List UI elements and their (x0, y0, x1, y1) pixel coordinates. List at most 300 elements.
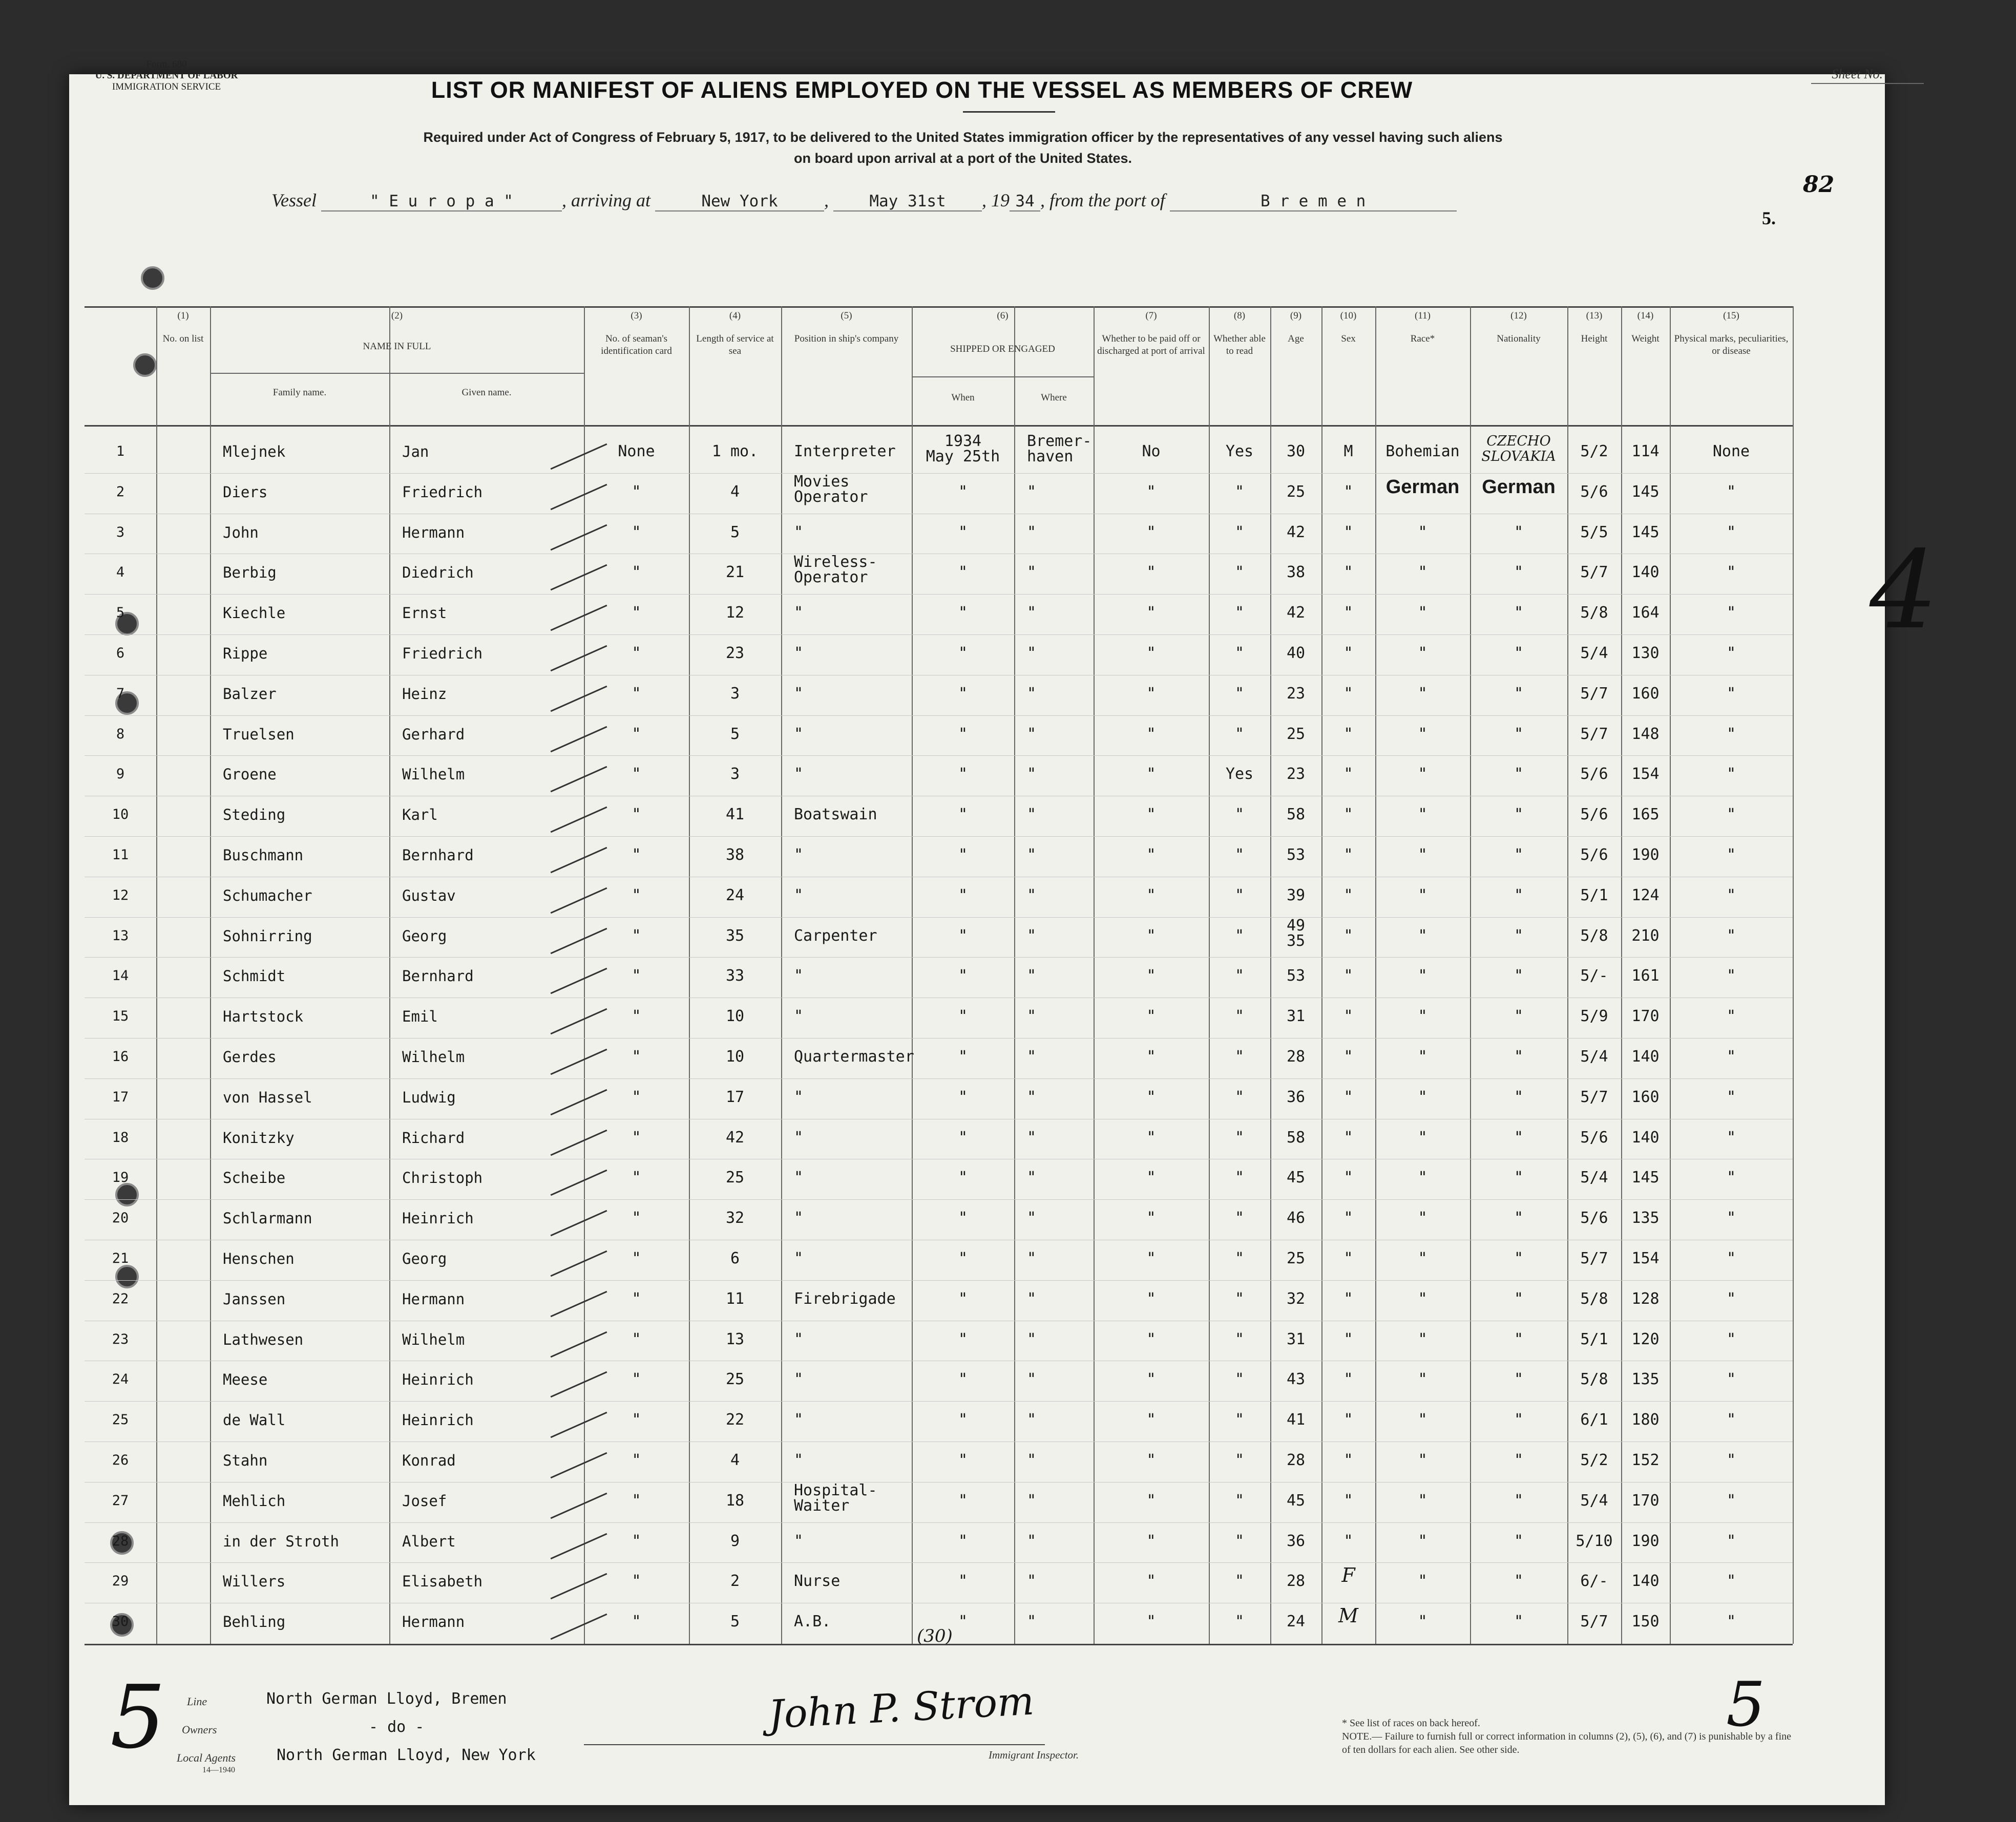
weight: 148 (1631, 725, 1660, 743)
sex: " (1343, 1491, 1353, 1510)
physical-marks: " (1726, 1330, 1736, 1348)
shipped-when: " (958, 644, 968, 662)
nationality: CZECHO SLOVAKIA (1481, 433, 1556, 464)
nationality: " (1514, 604, 1524, 622)
race: " (1418, 1572, 1427, 1591)
service-length: 17 (725, 1088, 745, 1106)
position: " (794, 1532, 804, 1550)
total-count: (30) (917, 1626, 953, 1646)
subcolumn-label: Given name. (461, 387, 512, 398)
weight: 135 (1631, 1209, 1660, 1227)
given-name: Heinrich (402, 1210, 474, 1227)
paid-off: " (1146, 765, 1156, 783)
nationality: " (1514, 926, 1524, 945)
height: 5/6 (1580, 765, 1608, 783)
age: 28 (1286, 1451, 1306, 1469)
paid-off: " (1146, 1613, 1156, 1631)
able-to-read: " (1234, 806, 1245, 824)
able-to-read: " (1234, 604, 1245, 622)
subheader-rule (210, 373, 584, 374)
shipped-where: " (1027, 1491, 1037, 1510)
id-card: " (632, 1613, 641, 1631)
family-name: Steding (223, 806, 286, 824)
sex: F (1341, 1564, 1355, 1587)
race: " (1418, 1209, 1427, 1227)
given-name: Heinrich (402, 1371, 474, 1389)
family-name: Sohnirring (223, 927, 312, 945)
position: Hospital- Waiter (794, 1481, 877, 1515)
shipped-where: " (1027, 1169, 1037, 1187)
shipped-when: " (958, 806, 968, 824)
paid-off: " (1146, 1249, 1156, 1267)
position: " (794, 725, 804, 743)
column-rule (1793, 306, 1794, 1644)
family-name: Groene (223, 766, 277, 783)
shipped-when: " (958, 1209, 968, 1227)
form-number: Form. 680 (146, 59, 187, 70)
given-name: Emil (402, 1008, 438, 1026)
id-card: " (632, 765, 641, 783)
column-rule (389, 306, 390, 1644)
family-name: von Hassel (223, 1088, 312, 1106)
shipped-when: " (958, 1411, 968, 1429)
shipped-where: " (1027, 1088, 1037, 1106)
physical-marks: " (1726, 1491, 1736, 1510)
shipped-where: " (1027, 1451, 1037, 1469)
age: 31 (1286, 1007, 1306, 1026)
service: IMMIGRATION SERVICE (112, 81, 221, 92)
height: 5/7 (1580, 1088, 1608, 1106)
paid-off: " (1146, 1330, 1156, 1348)
given-name: Richard (402, 1129, 465, 1147)
nationality: " (1514, 1128, 1524, 1147)
vessel-label: Vessel (271, 190, 317, 210)
race: " (1418, 1007, 1427, 1026)
race: " (1418, 967, 1427, 985)
height: 5/7 (1580, 725, 1608, 743)
age: 28 (1286, 1572, 1306, 1591)
paid-off: " (1146, 1088, 1156, 1106)
service-length: 5 (730, 725, 740, 743)
physical-marks: " (1726, 1572, 1736, 1591)
row-number: 24 (112, 1371, 129, 1388)
page-title: LIST OR MANIFEST OF ALIENS EMPLOYED ON THE VESSEL AS MEMBERS OF CREW (431, 77, 1413, 103)
physical-marks: " (1726, 1128, 1736, 1147)
able-to-read: Yes (1225, 765, 1254, 783)
race: " (1418, 725, 1427, 743)
position: " (794, 1370, 804, 1389)
sex: " (1343, 1451, 1353, 1469)
age: 24 (1286, 1613, 1306, 1631)
weight: 170 (1631, 1007, 1660, 1026)
row-number: 20 (112, 1210, 129, 1226)
paid-off: " (1146, 967, 1156, 985)
nationality: " (1514, 765, 1524, 783)
binder-hole (141, 266, 164, 290)
position: Quartermaster (794, 1048, 914, 1066)
arrival-date: May 31st (833, 192, 982, 211)
age: 53 (1286, 967, 1306, 985)
family-name: Diers (223, 483, 268, 501)
nationality: " (1514, 1572, 1524, 1591)
page-number-right: 5 (1726, 1669, 1766, 1741)
weight: 190 (1631, 846, 1660, 864)
weight: 145 (1631, 1169, 1660, 1187)
weight: 145 (1631, 482, 1660, 501)
family-name: Willers (223, 1573, 286, 1591)
height: 6/- (1580, 1572, 1608, 1591)
service-length: 9 (730, 1532, 740, 1550)
sex: " (1343, 1370, 1353, 1389)
shipped-where: " (1027, 806, 1037, 824)
row-rule (85, 957, 1793, 958)
nationality: " (1514, 846, 1524, 864)
physical-marks: " (1726, 1411, 1736, 1429)
position: " (794, 1007, 804, 1026)
weight: 130 (1631, 644, 1660, 662)
sex: " (1343, 482, 1353, 501)
weight: 165 (1631, 806, 1660, 824)
able-to-read: " (1234, 523, 1245, 541)
given-name: Jan (402, 443, 429, 460)
row-rule (85, 1522, 1793, 1523)
row-rule (85, 1078, 1793, 1079)
paid-off: No (1142, 442, 1161, 460)
service-length: 33 (725, 967, 745, 985)
shipped-where: " (1027, 1289, 1037, 1308)
sex: " (1343, 1169, 1353, 1187)
id-card: " (632, 684, 641, 703)
row-rule (85, 594, 1793, 595)
weight: 145 (1631, 523, 1660, 541)
service-length: 24 (725, 886, 745, 904)
column-number: (15) (1723, 310, 1739, 321)
shipped-when: " (958, 926, 968, 945)
shipped-when: 1934 May 25th (926, 432, 1000, 465)
physical-marks: " (1726, 886, 1736, 904)
height: 5/6 (1580, 846, 1608, 864)
race: " (1418, 1451, 1427, 1469)
age: 25 (1286, 725, 1306, 743)
race: " (1418, 1330, 1427, 1348)
id-card: " (632, 1330, 641, 1348)
physical-marks: " (1726, 926, 1736, 945)
position: " (794, 1330, 804, 1348)
given-name: Gerhard (402, 725, 465, 743)
sex: " (1343, 1330, 1353, 1348)
age: 25 (1286, 1249, 1306, 1267)
id-card: " (632, 926, 641, 945)
shipped-when: " (958, 765, 968, 783)
id-card: " (632, 886, 641, 904)
row-number: 26 (112, 1452, 129, 1468)
height: 5/- (1580, 967, 1608, 985)
physical-marks: " (1726, 523, 1736, 541)
race: " (1418, 765, 1427, 783)
given-name: Ludwig (402, 1088, 456, 1106)
given-name: Friedrich (402, 483, 483, 501)
arrival-year: 34 (1010, 192, 1040, 211)
age: 45 (1286, 1491, 1306, 1510)
paid-off: " (1146, 1289, 1156, 1308)
race: " (1418, 563, 1427, 582)
id-card: " (632, 1370, 641, 1389)
family-name: Mehlich (223, 1492, 286, 1510)
column-rule (1014, 306, 1015, 1644)
paid-off: " (1146, 523, 1156, 541)
age: 31 (1286, 1330, 1306, 1348)
position: " (794, 846, 804, 864)
nationality: " (1514, 1491, 1524, 1510)
column-number: (4) (729, 310, 741, 321)
sex: " (1343, 1048, 1353, 1066)
given-name: Diedrich (402, 564, 474, 582)
race: " (1418, 604, 1427, 622)
column-label: Race* (1410, 333, 1435, 344)
service-length: 3 (730, 765, 740, 783)
row-number: 27 (112, 1492, 129, 1509)
binder-hole (133, 353, 157, 377)
id-card: " (632, 1249, 641, 1267)
row-rule (85, 715, 1793, 716)
row-number: 4 (116, 564, 125, 581)
weight: 150 (1631, 1613, 1660, 1631)
subtitle (246, 127, 1680, 169)
signature-line (584, 1744, 1045, 1745)
family-name: Schumacher (223, 886, 312, 904)
sex: " (1343, 926, 1353, 945)
height: 5/6 (1580, 1209, 1608, 1227)
shipped-where: " (1027, 926, 1037, 945)
age: 23 (1286, 765, 1306, 783)
shipped-when: " (958, 1572, 968, 1591)
height: 5/7 (1580, 1613, 1608, 1631)
service-length: 10 (725, 1048, 745, 1066)
shipped-where: " (1027, 1209, 1037, 1227)
family-name: Kiechle (223, 604, 286, 622)
weight: 190 (1631, 1532, 1660, 1550)
weight: 154 (1631, 765, 1660, 783)
footnote-penalty: NOTE.— Failure to furnish full or correct information in columns (2), (5), (6), and (7) is punishable by a fine of ten dollars for each alien. See other side. (1342, 1731, 1792, 1755)
position: " (794, 604, 804, 622)
sex: " (1343, 846, 1353, 864)
row-rule (85, 836, 1793, 837)
age: 23 (1286, 684, 1306, 703)
row-number: 11 (112, 847, 129, 863)
able-to-read: " (1234, 725, 1245, 743)
column-number: (3) (631, 310, 642, 321)
able-to-read: " (1234, 1532, 1245, 1550)
column-number: (1) (177, 310, 189, 321)
sex: " (1343, 563, 1353, 582)
shipped-where: " (1027, 482, 1037, 501)
service-length: 35 (725, 926, 745, 945)
weight: 140 (1631, 1572, 1660, 1591)
given-name: Heinrich (402, 1411, 474, 1429)
shipped-where: " (1027, 1128, 1037, 1147)
id-card: " (632, 1532, 641, 1550)
arriving-label: , arriving at (561, 190, 650, 210)
height: 5/2 (1580, 1451, 1608, 1469)
nationality: " (1514, 644, 1524, 662)
able-to-read: " (1234, 1330, 1245, 1348)
family-name: Meese (223, 1371, 268, 1389)
weight: 140 (1631, 1128, 1660, 1147)
shipped-when: " (958, 1330, 968, 1348)
given-name: Bernhard (402, 846, 474, 864)
nationality: " (1514, 1289, 1524, 1308)
paid-off: " (1146, 926, 1156, 945)
nationality: " (1514, 1330, 1524, 1348)
nationality: German (1482, 476, 1556, 498)
height: 5/8 (1580, 1289, 1608, 1308)
weight: 161 (1631, 967, 1660, 985)
id-card: " (632, 523, 641, 541)
family-name: Buschmann (223, 846, 304, 864)
shipped-where: " (1027, 1048, 1037, 1066)
family-name: Scheibe (223, 1169, 286, 1187)
sex: M (1338, 1604, 1358, 1627)
paid-off: " (1146, 1370, 1156, 1389)
physical-marks: " (1726, 604, 1736, 622)
row-number: 21 (112, 1251, 129, 1266)
family-name: Rippe (223, 645, 268, 662)
weight: 114 (1631, 442, 1660, 460)
family-name: Stahn (223, 1452, 268, 1469)
able-to-read: " (1234, 482, 1245, 501)
sex: " (1343, 806, 1353, 824)
sex: " (1343, 1128, 1353, 1147)
position: " (794, 644, 804, 662)
sheet-number-line (1811, 83, 1924, 84)
physical-marks: " (1726, 725, 1736, 743)
physical-marks: " (1726, 765, 1736, 783)
service-length: 38 (725, 846, 745, 864)
height: 5/10 (1576, 1532, 1613, 1550)
nationality: " (1514, 806, 1524, 824)
row-rule (85, 1280, 1793, 1281)
age: 53 (1286, 846, 1306, 864)
row-number: 13 (112, 927, 129, 944)
age: 41 (1286, 1411, 1306, 1429)
shipped-where: " (1027, 1370, 1037, 1389)
paid-off: " (1146, 886, 1156, 904)
given-name: Georg (402, 927, 447, 945)
given-name: Christoph (402, 1169, 483, 1187)
subcolumn-label: When (951, 392, 975, 403)
column-number: (13) (1586, 310, 1603, 321)
service-length: 32 (725, 1209, 745, 1227)
physical-marks: " (1726, 1088, 1736, 1106)
shipped-when: " (958, 482, 968, 501)
shipped-where: " (1027, 604, 1037, 622)
physical-marks: " (1726, 1169, 1736, 1187)
nationality: " (1514, 1209, 1524, 1227)
family-name: Berbig (223, 564, 277, 582)
subcolumn-label: Family name. (272, 387, 327, 398)
height: 5/2 (1580, 442, 1608, 460)
row-number: 29 (112, 1573, 129, 1590)
paid-off: " (1146, 604, 1156, 622)
shipped-where: " (1027, 765, 1037, 783)
sex: M (1343, 442, 1353, 460)
column-label: Height (1581, 333, 1608, 344)
age: 25 (1286, 482, 1306, 501)
id-card: " (632, 1128, 641, 1147)
shipped-when: " (958, 1048, 968, 1066)
physical-marks: " (1726, 1048, 1736, 1066)
row-number: 9 (116, 766, 125, 782)
shipped-when: " (958, 967, 968, 985)
family-name: John (223, 523, 259, 541)
family-name: Lathwesen (223, 1330, 304, 1348)
family-name: Janssen (223, 1290, 286, 1308)
id-card: " (632, 604, 641, 622)
race: " (1418, 1289, 1427, 1308)
vessel-line: Vessel " E u r o p a " , arriving at New York , May 31st , 19 34 , from the port of B r e m e n (271, 189, 1457, 211)
family-name: Behling (223, 1613, 286, 1631)
nationality: " (1514, 684, 1524, 703)
given-name: Georg (402, 1250, 447, 1267)
height: 5/5 (1580, 523, 1608, 541)
weight: 140 (1631, 563, 1660, 582)
sheet-label: Sheet No. (1832, 67, 1883, 81)
column-label: Position in ship's company (794, 333, 899, 344)
nationality: " (1514, 1048, 1524, 1066)
service-length: 41 (725, 806, 745, 824)
service-length: 22 (725, 1411, 745, 1429)
margin-mark: 4 (1870, 527, 1938, 653)
paid-off: " (1146, 806, 1156, 824)
paid-off: " (1146, 1169, 1156, 1187)
position: " (794, 684, 804, 703)
weight: 124 (1631, 886, 1660, 904)
height: 5/4 (1580, 644, 1608, 662)
service-length: 21 (725, 563, 745, 582)
able-to-read: " (1234, 1128, 1245, 1147)
height: 5/4 (1580, 1048, 1608, 1066)
service-length: 5 (730, 1613, 740, 1631)
inspector-label: Immigrant Inspector. (989, 1749, 1079, 1761)
id-card: " (632, 846, 641, 864)
id-card: " (632, 967, 641, 985)
sex: " (1343, 765, 1353, 783)
id-card: " (632, 644, 641, 662)
service-length: 12 (725, 604, 745, 622)
shipped-where: " (1027, 967, 1037, 985)
able-to-read: " (1234, 1088, 1245, 1106)
footnote-races: * See list of races on back hereof. (1342, 1718, 1480, 1729)
shipped-where: " (1027, 644, 1037, 662)
service-length: 13 (725, 1330, 745, 1348)
id-card: None (618, 442, 655, 460)
nationality: " (1514, 523, 1524, 541)
shipped-when: " (958, 1613, 968, 1631)
paid-off: " (1146, 684, 1156, 703)
physical-marks: None (1712, 442, 1750, 460)
shipped-when: " (958, 1370, 968, 1389)
shipped-when: " (958, 1088, 968, 1106)
family-name: Henschen (223, 1250, 295, 1267)
column-label: SHIPPED OR ENGAGED (950, 344, 1055, 354)
nationality: " (1514, 967, 1524, 985)
shipped-when: " (958, 1491, 968, 1510)
id-card: " (632, 1209, 641, 1227)
physical-marks: " (1726, 1007, 1736, 1026)
page-mark: 5. (1762, 208, 1776, 228)
owners-value: - do - (369, 1718, 425, 1736)
subcolumn-label: Where (1041, 392, 1067, 403)
